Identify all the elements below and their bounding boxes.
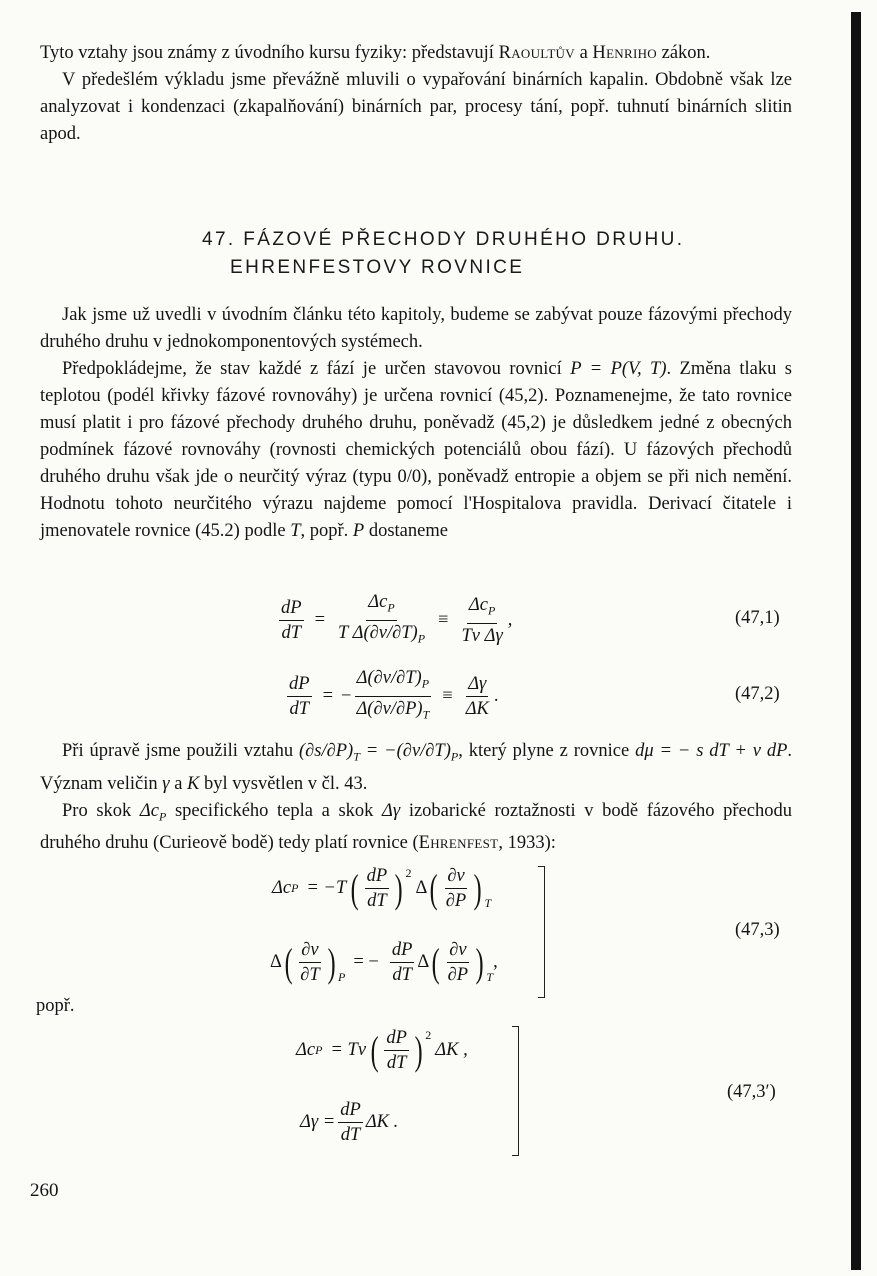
paragraph-ehrenfest: Pro skok $\Delta c_P$ specifického tepla a skok Δγ izobarické roztažnosti v bodě fázového přechodu druhého druhu (Curieově bodě) tedy platí rovnice (Ehrenfest, 1933): [40, 800, 792, 854]
heading-line-2: EHRENFESTOVY ROVNICE [230, 257, 525, 278]
paragraph-condensation: V předešlém výkladu jsme převážně mluvili o vypařování binárních kapalin. Obdobně však lze analyzovat i kondenzaci (zkapalňování) binárních par, procesy tání, popř. tuhnutí binárních slitin apod. [40, 70, 792, 144]
brace-47-3 [538, 866, 545, 998]
name-ehrenfest: Ehrenfest [418, 833, 499, 854]
equation-47-1: $\frac{dP}{dT}$ = $\frac{\Delta c_P}{T \Delta(\partial v/\partial T)_P}$ ≡ $\frac{\Delta c_P}{\text{Tv Δγ}}$ , [281, 592, 513, 646]
equation-47-3p-b: Δγ = $\frac{dP}{dT}$ ΔK . [300, 1100, 399, 1145]
equation-47-3-a: Δc P = −T ( $\frac{dP}{dT}$ ) $^2$ Δ ( $\frac{\partial v}{\partial P}$ ) $_T$ [272, 865, 492, 911]
heading-line-1: 47. FÁZOVÉ PŘECHODY DRUHÉHO DRUHU. [202, 229, 685, 250]
equation-number-47-2: (47,2) [735, 684, 780, 704]
paragraph-intro: Jak jsme už uvedli v úvodním článku této kapitoly, budeme se zabývat pouze fázovými přechody druhého druhu v jednokomponentových systémech. Předpokládejme, že stav každé z fází je určen stavovou rovnicí P = P(V, T). Změna tlaku s teplotou (podél křivky fázové rovnováhy) je určena rovnicí (45,2). Poznamenejme, že tato rovnice musí platit i pro fázové přechody druhého druhu, poněvadž (45,2) je důsledkem jedné z obecných podmínek fázové rovnováhy (rovnosti chemických potenciálů obou fází). U fázových přechodů druhého druhu však jde o neurčitý výraz (typu 0/0), poněvadž entropie a objem se při nich nemění. Hodnotu tohoto neurčitého výrazu najdeme pomocí l'Hospitalova pravidla. Derivací čitatele i jmenovatele rovnice (45.2) podle T, popř. P dostaneme [40, 302, 792, 545]
equation-47-3-b: Δ ( $\frac{\partial v}{\partial T}$ ) $_P$ = − $\frac{dP}{dT}$ Δ ( $\frac{\partial v}{\partial P}$ ) $_T$ , [270, 939, 498, 985]
equation-47-2: $\frac{dP}{dT}$ = − $\frac{\Delta(\partial v/\partial T)_P}{\Delta(\partial v/\partial P)_T}$ ≡ $\frac{\Delta\gamma}{\Delta K}$ . [289, 668, 499, 722]
equation-number-47-3: (47,3) [735, 920, 780, 940]
section-heading [202, 226, 684, 282]
page-number: 260 [30, 1180, 59, 1201]
name-raoult: Raoultův [498, 43, 575, 63]
name-henry: Henriho [592, 43, 657, 63]
paragraph-raoult-henry: Tyto vztahy jsou známy z úvodního kursu fyziky: představují Raoultův a Henriho zákon. V předešlém výkladu jsme převážně mluvili o vypařování binárních kapalin. Obdobně však lze analyzovat i kondenzaci (zkapalňování) binárních par, procesy tání, popř. tuhnutí binárních slitin apod. [40, 40, 792, 148]
paragraph-derivation: Předpokládejme, že stav každé z fází je určen stavovou rovnicí P = P(V, T). Změna tlaku s teplotou (podél křivky fázové rovnováhy) je určena rovnicí (45,2). Poznamenejme, že tato rovnice musí platit i pro fázové přechody druhého druhu, poněvadž (45,2) je důsledkem jedné z obecných podmínek fázové rovnováhy (rovnosti chemických potenciálů obou fází). U fázových přechodů druhého druhu však jde o neurčitý výraz (typu 0/0), poněvadž entropie a objem se při nich nemění. Hodnotu tohoto neurčitého výrazu najdeme pomocí l'Hospitalova pravidla. Derivací čitatele i jmenovatele rovnice (45.2) podle T, popř. P dostaneme [40, 359, 793, 541]
equation-number-47-3p: (47,3′) [727, 1082, 776, 1102]
paragraph-notes: Při úpravě jsme použili vztahu $(\partial s/\partial P)_T = -(\partial v/\partial T)_P$, který plyne z rovnice dμ = − s dT + v dP. Význam veličin γ a K byl vysvětlen v čl. 43. Pro skok $\Delta c_P$ specifického tepla a skok Δγ izobarické roztažnosti v bodě fázového přechodu druhého druhu (Curieově bodě) tedy platí rovnice (Ehrenfest, 1933): [40, 738, 792, 857]
brace-47-3p [512, 1026, 519, 1156]
equation-number-47-1: (47,1) [735, 608, 780, 628]
equation-47-3p-a: Δc P = Tv ( $\frac{dP}{dT}$ ) $^2$ ΔK , [296, 1027, 468, 1073]
page-edge-bar [851, 12, 861, 1270]
label-popr: popř. [36, 996, 75, 1016]
